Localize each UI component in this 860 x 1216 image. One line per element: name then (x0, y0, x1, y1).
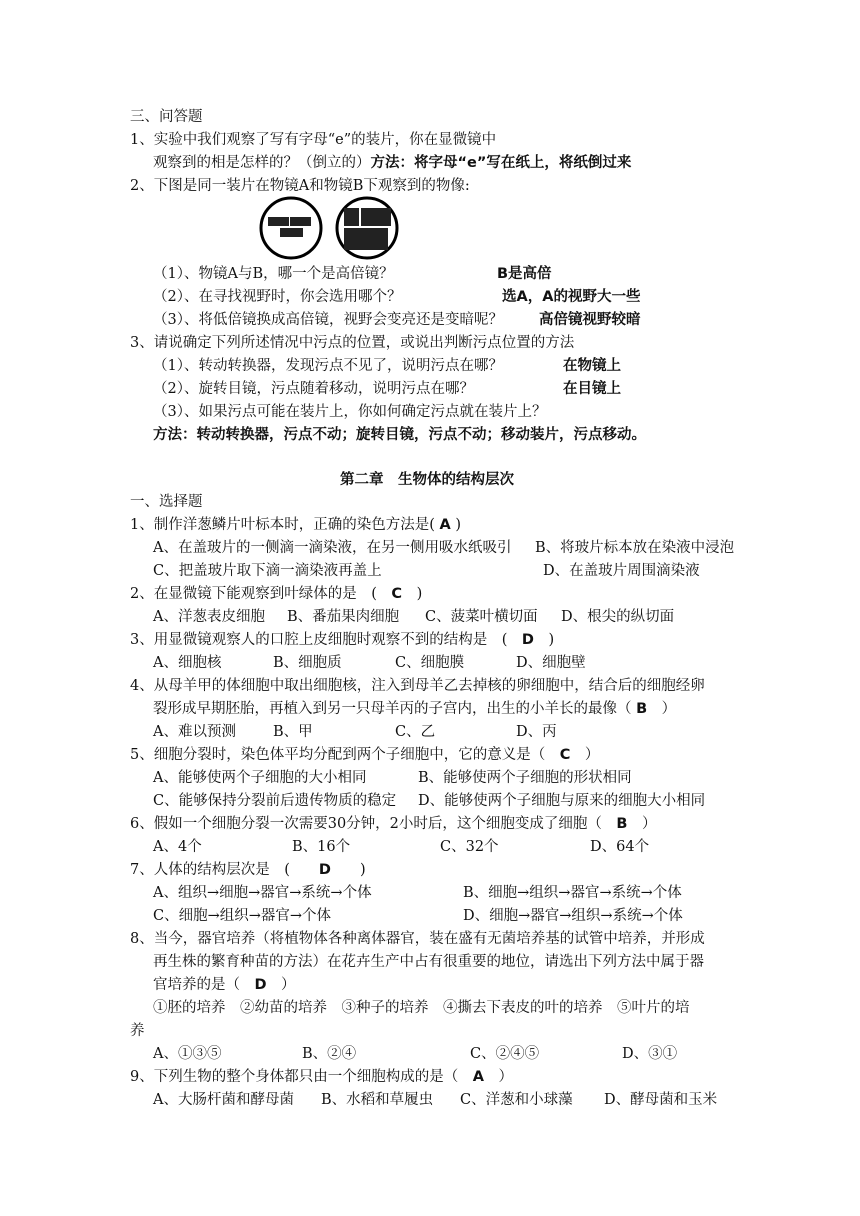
choice-q5-stem: 5、细胞分裂时，染色体平均分配到两个子细胞中，它的意义是（ C ） (130, 747, 600, 763)
choice-q3-answer: D (521, 632, 534, 648)
question-3-stem: 3、请说确定下列所述情况中污点的位置，或说出判断污点位置的方法 (130, 335, 575, 351)
question-3-sub2: （2）、旋转目镜，污点随着移动，说明污点在哪？ (153, 381, 474, 397)
question-1-text: 观察到的相是怎样的？（倒立的） (153, 155, 371, 171)
choice-q6-answer: B (616, 816, 628, 832)
question-3-answer1: 在物镜上 (563, 358, 621, 374)
choice-q6-option-d: D、64个 (590, 839, 650, 855)
choice-q4-option-a: A、难以预测 (153, 724, 236, 740)
choice-q8-option-c: C、②④⑤ (470, 1046, 540, 1062)
choice-q2-option-a: A、洋葱表皮细胞 (153, 609, 265, 625)
question-1-stem: 1、实验中我们观察了写有字母“e”的装片，你在显微镜中 (130, 132, 497, 148)
question-3-answer3: 方法：转动转换器，污点不动；旋转目镜，污点不动；移动装片，污点移动。 (153, 427, 646, 443)
choice-q8-line3: 官培养的是（ D ） (153, 977, 296, 993)
chapter-title: 第二章 生物体的结构层次 (340, 472, 514, 488)
choice-q7-option-b: B、细胞→组织→器官→系统→个体 (463, 885, 682, 901)
objective-a-field (261, 198, 321, 258)
question-2-sub3: （3）、将低倍镜换成高倍镜，视野会变亮还是变暗呢？ (153, 312, 503, 328)
choice-q3-option-c: C、细胞膜 (395, 655, 465, 671)
choice-q9-answer: A (472, 1069, 484, 1085)
question-3-answer2: 在目镜上 (563, 381, 621, 397)
choice-q5-option-a: A、能够使两个子细胞的大小相同 (153, 770, 367, 786)
choice-q2-option-b: B、番茄果肉细胞 (287, 609, 400, 625)
choice-q1-stem: 1、制作洋葱鳞片叶标本时，正确的染色方法是( A ) (130, 517, 462, 533)
choice-q9-option-a: A、大肠杆菌和酵母菌 (153, 1092, 294, 1108)
choice-q3-option-b: B、细胞质 (273, 655, 342, 671)
choice-q4-option-d: D、丙 (516, 724, 557, 740)
choice-q7-option-c: C、细胞→组织→器官→个体 (153, 908, 332, 924)
choice-q2-stem: 2、在显微镜下能观察到叶绿体的是 ( C ) (130, 586, 423, 602)
question-1-answer: 方法：将字母“e”写在纸上，将纸倒过来 (370, 155, 632, 171)
choice-q8-option-b: B、②④ (302, 1046, 357, 1062)
choice-q9-option-b: B、水稻和草履虫 (321, 1092, 434, 1108)
choice-q5-option-d: D、能够使两个子细胞与原来的细胞大小相同 (418, 793, 706, 809)
choice-q7-answer: D (318, 862, 331, 878)
microscope-fields-figure (256, 196, 408, 260)
choice-q8-items: ①胚的培养 ②幼苗的培养 ③种子的培养 ④撕去下表皮的叶的培养 ⑤叶片的培 (153, 1000, 690, 1016)
question-2-answer1: B是高倍 (497, 266, 552, 282)
choice-q3-stem: 3、用显微镜观察人的口腔上皮细胞时观察不到的结构是 ( D ) (130, 632, 555, 648)
choice-q1-option-b: B、将玻片标本放在染液中浸泡 (535, 540, 735, 556)
question-3-sub1: （1）、转动转换器，发现污点不见了，说明污点在哪？ (153, 358, 503, 374)
choice-q7-option-a: A、组织→细胞→器官→系统→个体 (153, 885, 372, 901)
choice-q5-option-c: C、能够保持分裂前后遗传物质的稳定 (153, 793, 397, 809)
choice-q7-stem: 7、人体的结构层次是 ( D ) (130, 862, 366, 878)
choice-q6-stem: 6、假如一个细胞分裂一次需要30分钟，2小时后，这个细胞变成了细胞（ B ） (130, 816, 657, 832)
question-2-stem: 2、下图是同一装片在物镜A和物镜B下观察到的物像: (130, 178, 470, 194)
question-3-sub3: （3）、如果污点可能在装片上，你如何确定污点就在装片上？ (153, 404, 547, 420)
choice-q6-option-b: B、16个 (292, 839, 351, 855)
choice-q6-option-c: C、32个 (440, 839, 499, 855)
section-heading: 三、问答题 (130, 109, 203, 125)
choice-q7-option-d: D、细胞→器官→组织→系统→个体 (463, 908, 683, 924)
objective-b-field (337, 198, 397, 258)
choice-q1-option-a: A、在盖玻片的一侧滴一滴染液，在另一侧用吸水纸吸引 (153, 540, 512, 556)
question-2-sub1: （1）、物镜A与B，哪一个是高倍镜？ (153, 266, 394, 282)
choice-q2-option-c: C、菠菜叶横切面 (425, 609, 538, 625)
choice-q3-option-d: D、细胞壁 (516, 655, 586, 671)
choice-q8-option-d: D、③① (622, 1046, 678, 1062)
choice-q4-answer: B (636, 701, 648, 717)
choice-q8-stem: 8、当今，器官培养（将植物体各种离体器官，装在盛有无菌培养基的试管中培养，并形成 (130, 931, 705, 947)
choice-q9-option-c: C、洋葱和小球藻 (460, 1092, 573, 1108)
choice-q4-option-c: C、乙 (395, 724, 436, 740)
question-2-answer2: 选A，A的视野大一些 (502, 289, 641, 305)
question-2-answer3: 高倍镜视野较暗 (539, 312, 641, 328)
choice-q6-option-a: A、4个 (153, 839, 202, 855)
choice-q8-line2: 再生株的繁育种苗的方法）在花卉生产中占有很重要的地位，请选出下列方法中属于器 (153, 954, 704, 970)
choice-q4-stem: 4、从母羊甲的体细胞中取出细胞核，注入到母羊乙去掉核的卵细胞中，结合后的细胞经卵 (130, 678, 705, 694)
section-heading-choice: 一、选择题 (130, 494, 203, 510)
choice-q9-option-d: D、酵母菌和玉米 (604, 1092, 718, 1108)
choice-q5-option-b: B、能够使两个子细胞的形状相同 (418, 770, 632, 786)
choice-q2-answer: C (391, 586, 403, 602)
choice-q1-option-c: C、把盖玻片取下滴一滴染液再盖上 (153, 563, 382, 579)
choice-q8-answer: D (254, 977, 267, 993)
choice-q4-line2: 裂形成早期胚胎，再植入到另一只母羊丙的子宫内，出生的小羊长的最像（ B ） (153, 701, 677, 717)
choice-q3-option-a: A、细胞核 (153, 655, 222, 671)
choice-q8-items-wrap: 养 (130, 1023, 145, 1039)
choice-q4-option-b: B、甲 (273, 724, 313, 740)
question-2-sub2: （2）、在寻找视野时，你会选用哪个？ (153, 289, 402, 305)
choice-q5-answer: C (559, 747, 571, 763)
choice-q1-answer: A (439, 517, 451, 533)
choice-q1-option-d: D、在盖玻片周围滴染液 (543, 563, 700, 579)
choice-q2-option-d: D、根尖的纵切面 (561, 609, 675, 625)
choice-q9-stem: 9、下列生物的整个身体都只由一个细胞构成的是（ A ） (130, 1069, 513, 1085)
choice-q8-option-a: A、①③⑤ (153, 1046, 222, 1062)
question-1-line2 (153, 154, 631, 172)
